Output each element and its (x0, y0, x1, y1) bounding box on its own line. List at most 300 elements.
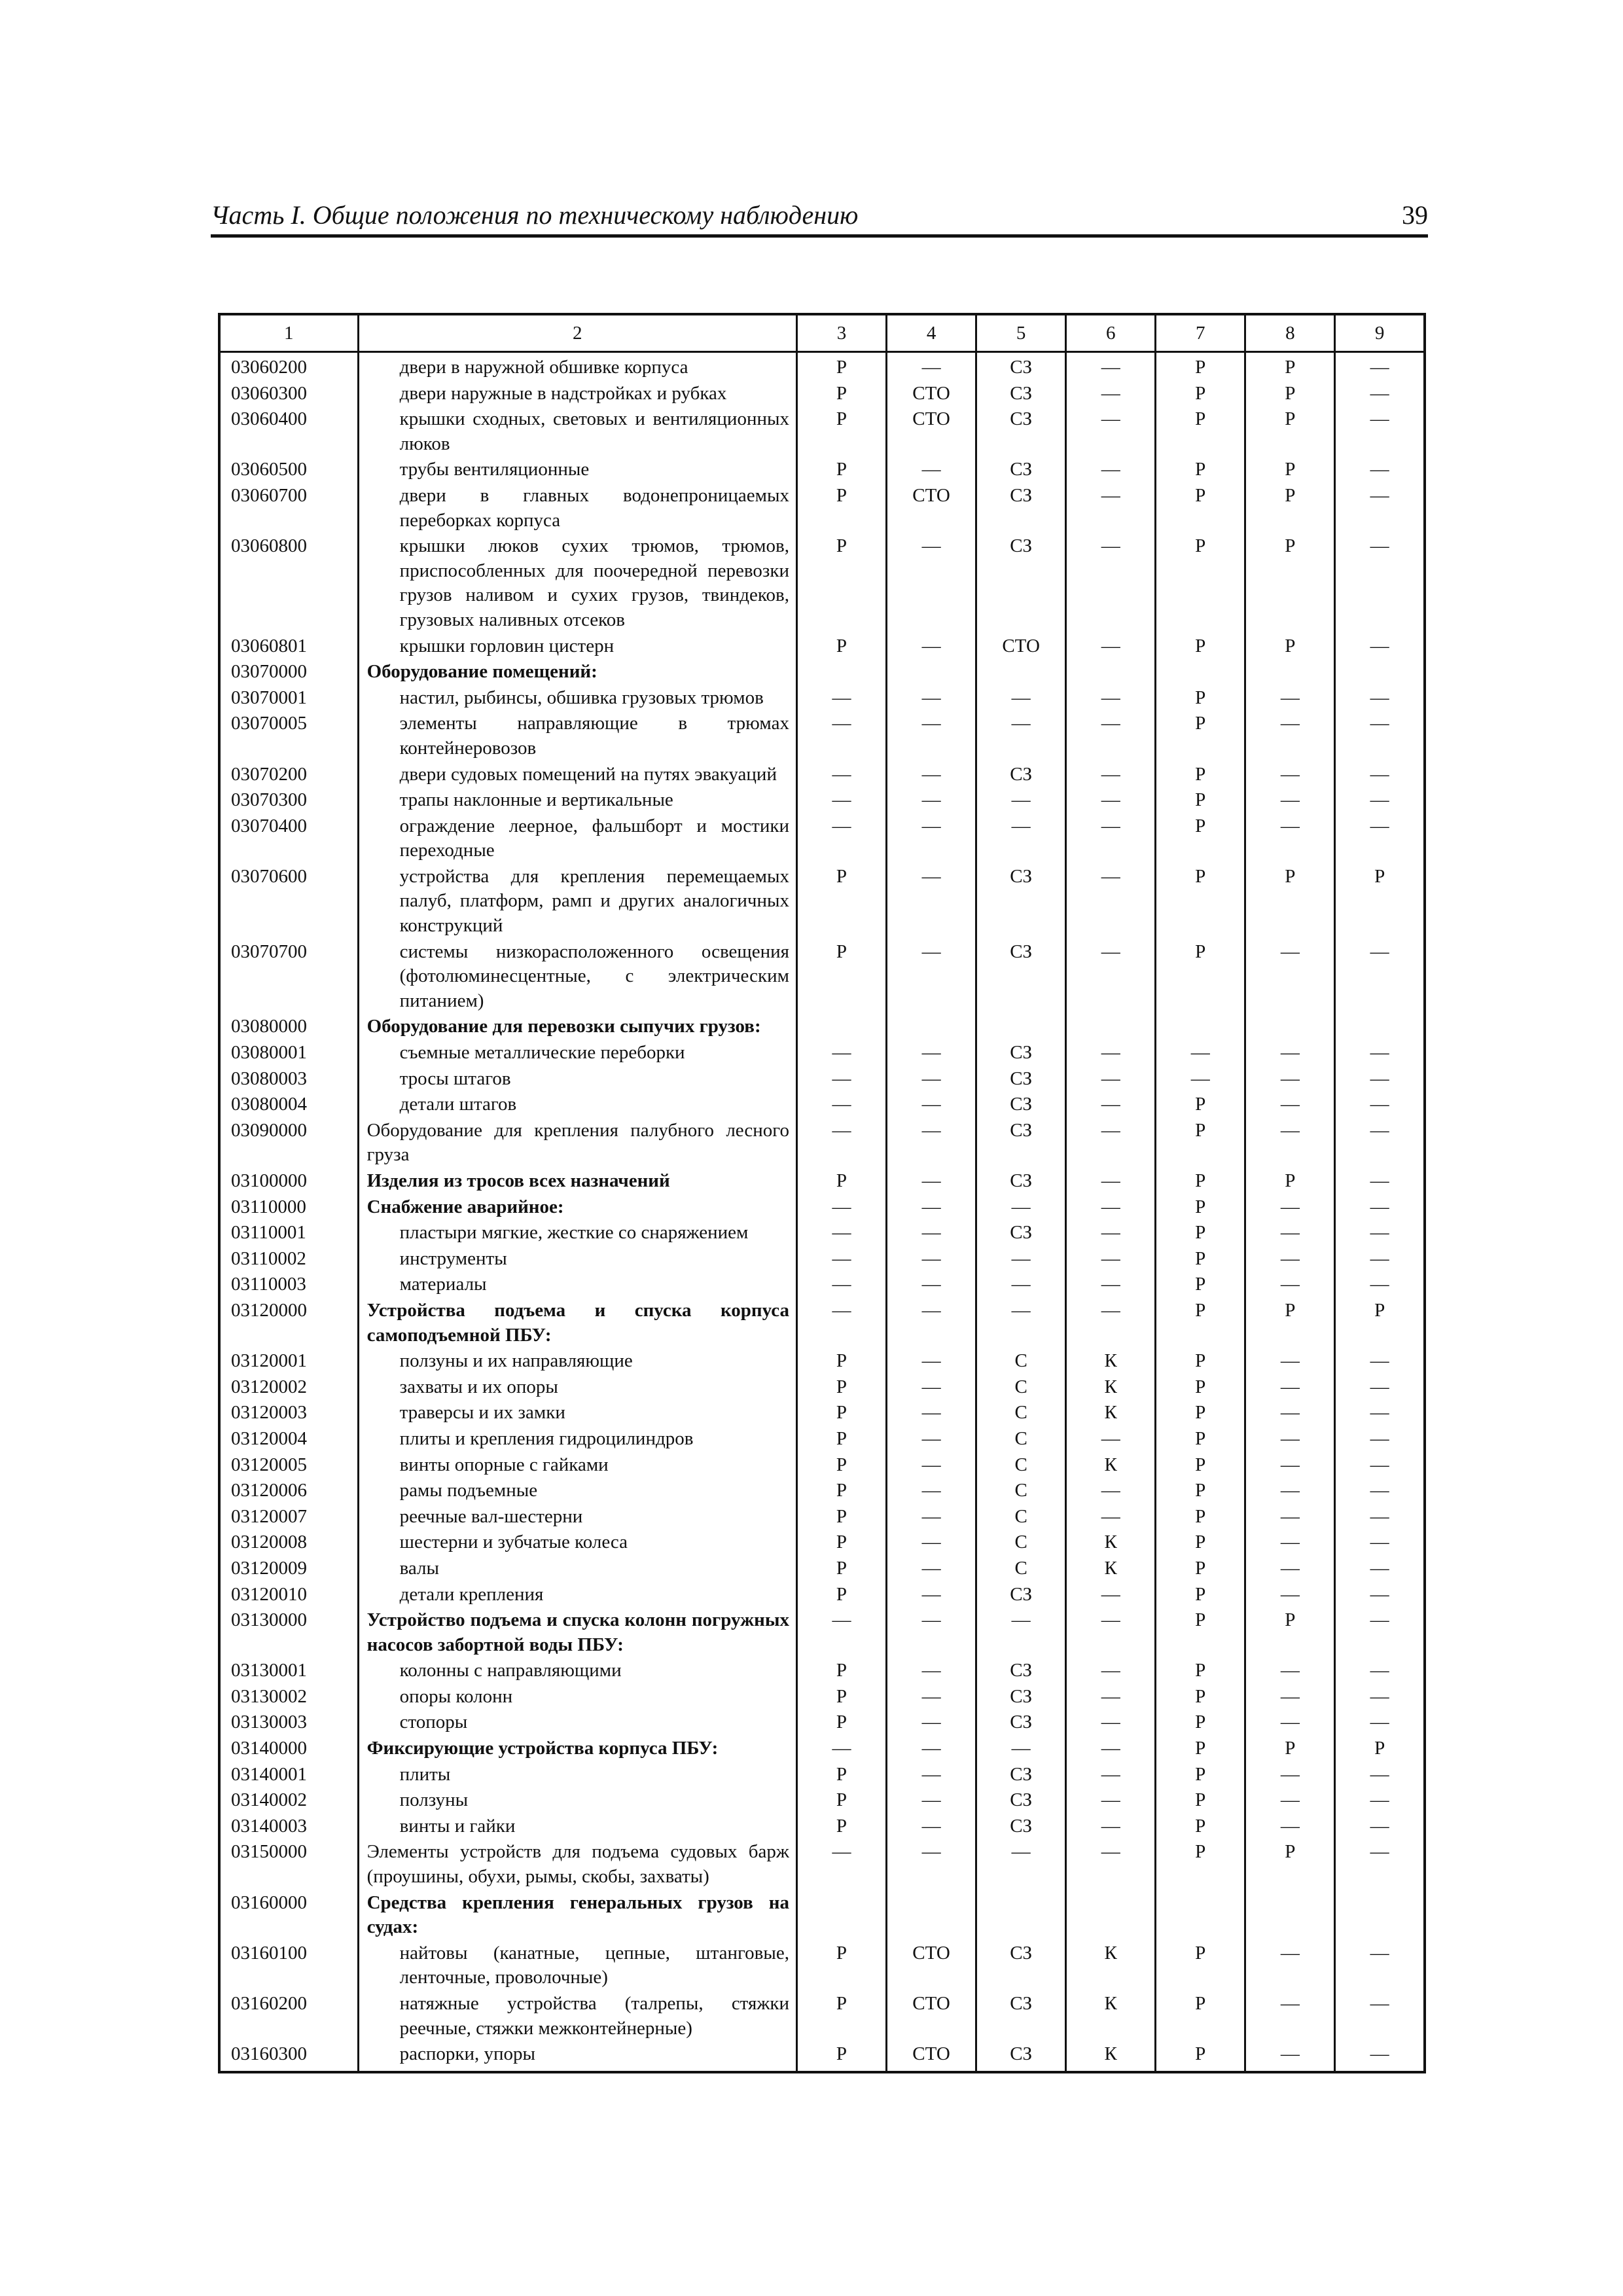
mark-col-3: — (796, 1041, 886, 1067)
table-row (219, 686, 1425, 712)
column-header: 5 (976, 314, 1066, 352)
mark-col-4: — (887, 1169, 976, 1195)
table-row (219, 1840, 1425, 1890)
item-code: 03140000 (219, 1736, 358, 1763)
mark-col-5: СЗ (976, 865, 1066, 940)
mark-col-5: СЗ (976, 1992, 1066, 2042)
mark-col-4: — (887, 1272, 976, 1299)
mark-col-8: — (1245, 1505, 1335, 1531)
table-row (219, 1272, 1425, 1299)
mark-col-6: — (1066, 534, 1156, 634)
item-code: 03060801 (219, 634, 358, 660)
mark-col-8: — (1245, 1556, 1335, 1583)
mark-col-4 (887, 1014, 976, 1041)
item-code: 03120007 (219, 1505, 358, 1531)
mark-col-7: Р (1156, 1608, 1245, 1659)
table-row (219, 1427, 1425, 1453)
item-code: 03140001 (219, 1763, 358, 1789)
mark-col-5: СЗ (976, 1685, 1066, 1711)
mark-col-9: — (1335, 814, 1425, 865)
mark-col-3: Р (796, 1583, 886, 1609)
mark-col-3: Р (796, 484, 886, 534)
mark-col-8: Р (1245, 1299, 1335, 1349)
mark-col-4: — (887, 1710, 976, 1736)
table-row (219, 1014, 1425, 1041)
table-row (219, 1891, 1425, 1941)
mark-col-6: — (1066, 762, 1156, 789)
item-code: 03120001 (219, 1349, 358, 1375)
column-header: 7 (1156, 314, 1245, 352)
mark-col-6: — (1066, 1092, 1156, 1119)
mark-col-8: Р (1245, 534, 1335, 634)
mark-col-6: — (1066, 711, 1156, 762)
item-name: трапы наклонные и вертикальные (358, 788, 796, 814)
mark-col-6: — (1066, 352, 1156, 382)
mark-col-6: — (1066, 634, 1156, 660)
mark-col-5: СЗ (976, 1067, 1066, 1093)
mark-col-4: — (887, 1349, 976, 1375)
mark-col-4: — (887, 1221, 976, 1247)
mark-col-4: СТО (887, 382, 976, 408)
mark-col-6: — (1066, 1814, 1156, 1840)
item-name: системы низкорасположенного освещения (фотолюминесцентные, с электрическим питанием) (358, 940, 796, 1015)
table-row (219, 1530, 1425, 1556)
mark-col-5: — (976, 1840, 1066, 1890)
mark-col-3: Р (796, 1453, 886, 1479)
mark-col-3: — (796, 1608, 886, 1659)
mark-col-9: — (1335, 1505, 1425, 1531)
mark-col-4: — (887, 1530, 976, 1556)
mark-col-6: — (1066, 1299, 1156, 1349)
mark-col-4: — (887, 1453, 976, 1479)
mark-col-4: СТО (887, 407, 976, 457)
mark-col-9: — (1335, 1479, 1425, 1505)
table-row (219, 1169, 1425, 1195)
mark-col-9: — (1335, 1272, 1425, 1299)
table-row (219, 1041, 1425, 1067)
mark-col-4: — (887, 1736, 976, 1763)
item-name: двери в наружной обшивке корпуса (358, 352, 796, 382)
mark-col-7: Р (1156, 1401, 1245, 1427)
mark-col-5 (976, 660, 1066, 686)
mark-col-8: — (1245, 1272, 1335, 1299)
item-name: Устройство подъема и спуска колонн погружных насосов забортной воды ПБУ: (358, 1608, 796, 1659)
table-row (219, 1349, 1425, 1375)
table-row (219, 1608, 1425, 1659)
mark-col-8: Р (1245, 1840, 1335, 1890)
mark-col-4: — (887, 1299, 976, 1349)
mark-col-4: СТО (887, 2042, 976, 2072)
mark-col-7: Р (1156, 1119, 1245, 1169)
item-name: съемные металлические переборки (358, 1041, 796, 1067)
mark-col-6: — (1066, 940, 1156, 1015)
mark-col-8: — (1245, 1992, 1335, 2042)
item-code: 03120003 (219, 1401, 358, 1427)
item-name: реечные вал-шестерни (358, 1505, 796, 1531)
item-name: траверсы и их замки (358, 1401, 796, 1427)
mark-col-3: Р (796, 1556, 886, 1583)
item-name: Изделия из тросов всех назначений (358, 1169, 796, 1195)
mark-col-9 (1335, 1891, 1425, 1941)
mark-col-5: СЗ (976, 1659, 1066, 1685)
mark-col-9: — (1335, 1992, 1425, 2042)
mark-col-9: — (1335, 1840, 1425, 1890)
mark-col-4: — (887, 1608, 976, 1659)
mark-col-8: — (1245, 762, 1335, 789)
mark-col-8: — (1245, 1814, 1335, 1840)
item-code: 03130002 (219, 1685, 358, 1711)
table-row (219, 711, 1425, 762)
mark-col-6 (1066, 1891, 1156, 1941)
mark-col-5: С (976, 1349, 1066, 1375)
mark-col-6: — (1066, 382, 1156, 408)
mark-col-3: Р (796, 1992, 886, 2042)
mark-col-7: Р (1156, 1941, 1245, 1992)
mark-col-5: СЗ (976, 382, 1066, 408)
mark-col-6: — (1066, 407, 1156, 457)
mark-col-8: — (1245, 1453, 1335, 1479)
mark-col-8: Р (1245, 407, 1335, 457)
mark-col-7: Р (1156, 1453, 1245, 1479)
mark-col-5: С (976, 1530, 1066, 1556)
mark-col-9 (1335, 660, 1425, 686)
mark-col-9: — (1335, 1041, 1425, 1067)
mark-col-5: СЗ (976, 534, 1066, 634)
mark-col-6: — (1066, 1505, 1156, 1531)
item-code: 03070300 (219, 788, 358, 814)
mark-col-5: СЗ (976, 352, 1066, 382)
mark-col-9: — (1335, 457, 1425, 484)
mark-col-7: Р (1156, 1556, 1245, 1583)
mark-col-8: Р (1245, 1608, 1335, 1659)
item-code: 03110001 (219, 1221, 358, 1247)
mark-col-9 (1335, 1014, 1425, 1041)
item-name: трубы вентиляционные (358, 457, 796, 484)
item-code: 03120005 (219, 1453, 358, 1479)
mark-col-9: — (1335, 1530, 1425, 1556)
item-name: тросы штагов (358, 1067, 796, 1093)
mark-col-7: Р (1156, 1659, 1245, 1685)
mark-col-5: СЗ (976, 1710, 1066, 1736)
mark-col-3: Р (796, 940, 886, 1015)
mark-col-6: К (1066, 1453, 1156, 1479)
running-title: Часть I. Общие положения по техническому наблюдению (211, 200, 859, 230)
mark-col-8: — (1245, 1710, 1335, 1736)
mark-col-6: — (1066, 1788, 1156, 1814)
mark-col-6: К (1066, 1992, 1156, 2042)
mark-col-9: — (1335, 1583, 1425, 1609)
mark-col-3: Р (796, 382, 886, 408)
mark-col-4: — (887, 1788, 976, 1814)
mark-col-7 (1156, 1891, 1245, 1941)
mark-col-7: Р (1156, 352, 1245, 382)
mark-col-5: С (976, 1505, 1066, 1531)
mark-col-7: Р (1156, 1992, 1245, 2042)
mark-col-4: — (887, 1041, 976, 1067)
item-name: крышки люков сухих трюмов, трюмов, приспособленных для поочередной перевозки грузов наливом и сухих грузов, твиндеков, грузовых наливных отсеков (358, 534, 796, 634)
mark-col-6: — (1066, 457, 1156, 484)
mark-col-7: Р (1156, 534, 1245, 634)
table-row (219, 1375, 1425, 1401)
item-code: 03070700 (219, 940, 358, 1015)
mark-col-7: Р (1156, 1349, 1245, 1375)
mark-col-7: Р (1156, 1814, 1245, 1840)
item-code: 03160000 (219, 1891, 358, 1941)
mark-col-5 (976, 1891, 1066, 1941)
item-name: винты опорные с гайками (358, 1453, 796, 1479)
item-name: крышки горловин цистерн (358, 634, 796, 660)
mark-col-7: — (1156, 1041, 1245, 1067)
mark-col-8: — (1245, 2042, 1335, 2072)
mark-col-9: — (1335, 1659, 1425, 1685)
mark-col-3: Р (796, 865, 886, 940)
item-code: 03070400 (219, 814, 358, 865)
mark-col-8: — (1245, 1221, 1335, 1247)
mark-col-6: — (1066, 1710, 1156, 1736)
mark-col-7: Р (1156, 1169, 1245, 1195)
mark-col-9: — (1335, 1788, 1425, 1814)
table-row (219, 457, 1425, 484)
mark-col-8: Р (1245, 457, 1335, 484)
mark-col-5: — (976, 686, 1066, 712)
mark-col-8: — (1245, 1479, 1335, 1505)
mark-col-4: — (887, 1067, 976, 1093)
mark-col-4: — (887, 814, 976, 865)
table-row (219, 1736, 1425, 1763)
item-code: 03120000 (219, 1299, 358, 1349)
table-row (219, 1247, 1425, 1273)
mark-col-4: СТО (887, 1941, 976, 1992)
mark-col-4: — (887, 940, 976, 1015)
mark-col-3: — (796, 1195, 886, 1221)
mark-col-4 (887, 1891, 976, 1941)
item-code: 03160100 (219, 1941, 358, 1992)
mark-col-7: Р (1156, 1763, 1245, 1789)
mark-col-5: СЗ (976, 484, 1066, 534)
item-name: опоры колонн (358, 1685, 796, 1711)
mark-col-3: — (796, 1067, 886, 1093)
mark-col-8: Р (1245, 1736, 1335, 1763)
mark-col-7: Р (1156, 940, 1245, 1015)
mark-col-8: — (1245, 1659, 1335, 1685)
item-name: стопоры (358, 1710, 796, 1736)
mark-col-9: — (1335, 1195, 1425, 1221)
mark-col-9: — (1335, 1814, 1425, 1840)
mark-col-3: Р (796, 634, 886, 660)
mark-col-9: Р (1335, 865, 1425, 940)
item-code: 03120009 (219, 1556, 358, 1583)
mark-col-5: СЗ (976, 1763, 1066, 1789)
mark-col-5: — (976, 1272, 1066, 1299)
item-name: Устройства подъема и спуска корпуса самоподъемной ПБУ: (358, 1299, 796, 1349)
mark-col-7: — (1156, 1067, 1245, 1093)
mark-col-3: — (796, 1221, 886, 1247)
mark-col-6: — (1066, 1427, 1156, 1453)
mark-col-8: — (1245, 1427, 1335, 1453)
mark-col-5: СЗ (976, 457, 1066, 484)
mark-col-4: — (887, 352, 976, 382)
mark-col-4: — (887, 1247, 976, 1273)
mark-col-7: Р (1156, 762, 1245, 789)
mark-col-5: СЗ (976, 1041, 1066, 1067)
mark-col-5: СЗ (976, 762, 1066, 789)
table-row (219, 1221, 1425, 1247)
mark-col-5: — (976, 1608, 1066, 1659)
mark-col-5: — (976, 1247, 1066, 1273)
mark-col-4: — (887, 1119, 976, 1169)
mark-col-3: — (796, 1272, 886, 1299)
item-code: 03060200 (219, 352, 358, 382)
mark-col-8: — (1245, 940, 1335, 1015)
mark-col-3: Р (796, 457, 886, 484)
item-code: 03130003 (219, 1710, 358, 1736)
mark-col-8: Р (1245, 352, 1335, 382)
table-row (219, 1453, 1425, 1479)
mark-col-3: Р (796, 1401, 886, 1427)
mark-col-9: — (1335, 1067, 1425, 1093)
mark-col-6: — (1066, 814, 1156, 865)
mark-col-3: Р (796, 1427, 886, 1453)
mark-col-7: Р (1156, 457, 1245, 484)
mark-col-3: — (796, 762, 886, 789)
item-code: 03060500 (219, 457, 358, 484)
item-code: 03160300 (219, 2042, 358, 2072)
mark-col-7: Р (1156, 1221, 1245, 1247)
mark-col-5: — (976, 1736, 1066, 1763)
mark-col-6: — (1066, 1169, 1156, 1195)
item-code: 03100000 (219, 1169, 358, 1195)
table-row (219, 1479, 1425, 1505)
mark-col-7: Р (1156, 1583, 1245, 1609)
mark-col-4: — (887, 1427, 976, 1453)
table-row (219, 1195, 1425, 1221)
item-name: крышки сходных, световых и вентиляционных люков (358, 407, 796, 457)
item-code: 03110003 (219, 1272, 358, 1299)
item-name: Фиксирующие устройства корпуса ПБУ: (358, 1736, 796, 1763)
mark-col-7: Р (1156, 1375, 1245, 1401)
item-code: 03150000 (219, 1840, 358, 1890)
mark-col-5: СЗ (976, 1092, 1066, 1119)
item-name: шестерни и зубчатые колеса (358, 1530, 796, 1556)
mark-col-5: С (976, 1427, 1066, 1453)
page-header (211, 200, 1428, 238)
mark-col-8: — (1245, 1247, 1335, 1273)
table-row (219, 1067, 1425, 1093)
mark-col-4: — (887, 1195, 976, 1221)
mark-col-4: — (887, 634, 976, 660)
mark-col-4: — (887, 711, 976, 762)
mark-col-8: Р (1245, 865, 1335, 940)
mark-col-7: Р (1156, 1479, 1245, 1505)
column-header: 6 (1066, 314, 1156, 352)
mark-col-7: Р (1156, 1840, 1245, 1890)
mark-col-5: — (976, 1195, 1066, 1221)
table-row (219, 1299, 1425, 1349)
mark-col-7: Р (1156, 1272, 1245, 1299)
mark-col-9: — (1335, 1427, 1425, 1453)
mark-col-9: — (1335, 1349, 1425, 1375)
mark-col-6: К (1066, 1941, 1156, 1992)
mark-col-8: — (1245, 1763, 1335, 1789)
mark-col-9: — (1335, 711, 1425, 762)
mark-col-7: Р (1156, 1736, 1245, 1763)
mark-col-8: — (1245, 1349, 1335, 1375)
mark-col-8: Р (1245, 634, 1335, 660)
item-code: 03060300 (219, 382, 358, 408)
mark-col-4: — (887, 1505, 976, 1531)
mark-col-3: — (796, 1736, 886, 1763)
mark-col-8: — (1245, 1401, 1335, 1427)
mark-col-7: Р (1156, 1195, 1245, 1221)
mark-col-4: — (887, 1479, 976, 1505)
mark-col-3: Р (796, 534, 886, 634)
mark-col-4: — (887, 865, 976, 940)
mark-col-4: — (887, 1659, 976, 1685)
mark-col-5: С (976, 1401, 1066, 1427)
mark-col-6: — (1066, 1041, 1156, 1067)
table-row (219, 762, 1425, 789)
mark-col-7: Р (1156, 1427, 1245, 1453)
item-code: 03060800 (219, 534, 358, 634)
column-header: 3 (796, 314, 886, 352)
mark-col-9: — (1335, 686, 1425, 712)
mark-col-5: С (976, 1375, 1066, 1401)
table-row (219, 1092, 1425, 1119)
mark-col-8: — (1245, 788, 1335, 814)
mark-col-9: — (1335, 1247, 1425, 1273)
mark-col-4: — (887, 686, 976, 712)
mark-col-5: СЗ (976, 1221, 1066, 1247)
mark-col-6: — (1066, 1195, 1156, 1221)
mark-col-3: Р (796, 1814, 886, 1840)
table-row (219, 940, 1425, 1015)
mark-col-5: — (976, 1299, 1066, 1349)
mark-col-9: — (1335, 1710, 1425, 1736)
mark-col-9: — (1335, 1941, 1425, 1992)
mark-col-5 (976, 1014, 1066, 1041)
mark-col-6: К (1066, 1349, 1156, 1375)
mark-col-8: — (1245, 1041, 1335, 1067)
mark-col-9: — (1335, 1608, 1425, 1659)
mark-col-9: — (1335, 1375, 1425, 1401)
item-name: Оборудование для перевозки сыпучих грузов: (358, 1014, 796, 1041)
mark-col-3: Р (796, 1685, 886, 1711)
mark-col-3: Р (796, 1530, 886, 1556)
mark-col-7: Р (1156, 1092, 1245, 1119)
mark-col-7: Р (1156, 1788, 1245, 1814)
mark-col-9: — (1335, 1169, 1425, 1195)
mark-col-3: Р (796, 1763, 886, 1789)
item-name: Оборудование для крепления палубного лесного груза (358, 1119, 796, 1169)
item-code: 03120004 (219, 1427, 358, 1453)
mark-col-3: Р (796, 1349, 886, 1375)
table-row (219, 484, 1425, 534)
mark-col-4: — (887, 1814, 976, 1840)
mark-col-5: СЗ (976, 1119, 1066, 1169)
mark-col-6: — (1066, 1067, 1156, 1093)
table-body (219, 352, 1425, 2072)
item-name: ползуны (358, 1788, 796, 1814)
table-row (219, 2042, 1425, 2072)
item-name: двери в главных водонепроницаемых переборках корпуса (358, 484, 796, 534)
mark-col-7: Р (1156, 1247, 1245, 1273)
mark-col-9: — (1335, 382, 1425, 408)
mark-col-3: — (796, 1119, 886, 1169)
page-number: 39 (1402, 200, 1428, 230)
item-name: Средства крепления генеральных грузов на судах: (358, 1891, 796, 1941)
mark-col-4: — (887, 1556, 976, 1583)
mark-col-6: — (1066, 686, 1156, 712)
